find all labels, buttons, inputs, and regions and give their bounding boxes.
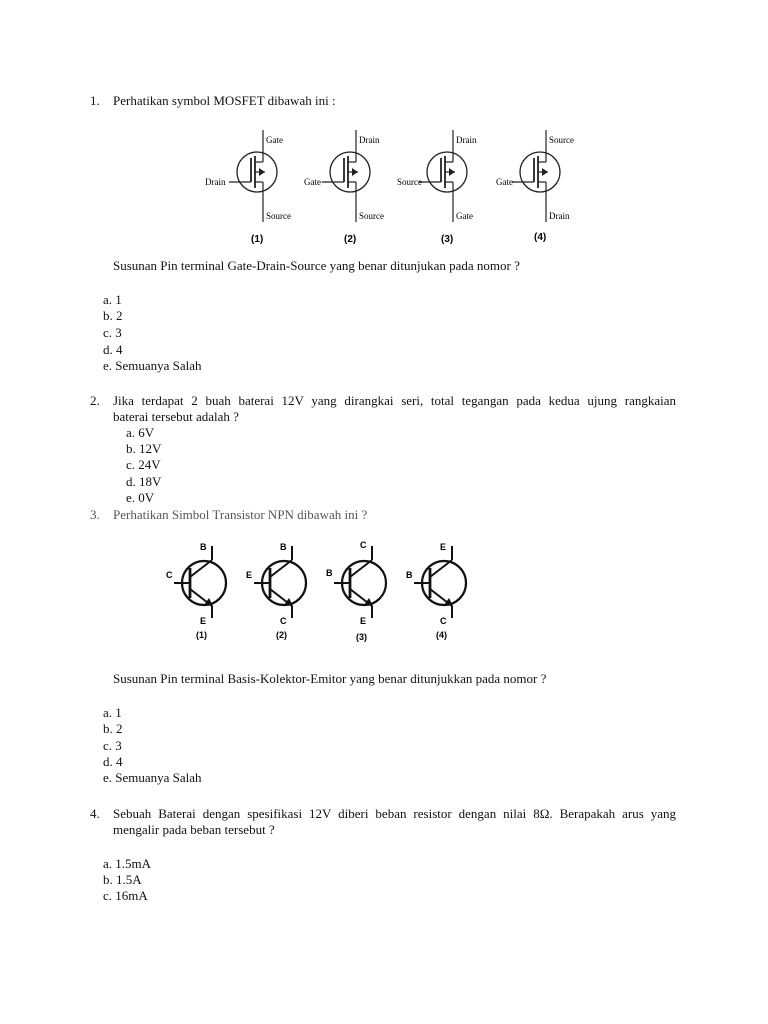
q4-text-line2: mengalir pada beban tersebut ?	[113, 822, 275, 837]
mosfet-4-left-label: Gate	[496, 177, 513, 187]
q3-option-c: c. 3	[103, 738, 122, 753]
q2-number: 2.	[90, 393, 100, 408]
transistor-4-left-label: B	[406, 570, 413, 580]
q1-option-b: b. 2	[103, 308, 123, 323]
transistor-1-bottom-label: E	[200, 616, 207, 626]
q2-option-c: c. 24V	[126, 457, 161, 472]
transistor-symbol-2	[246, 542, 306, 640]
q1-option-e: e. Semuanya Salah	[103, 358, 202, 373]
transistor-symbols-figure	[160, 538, 490, 648]
mosfet-4-bottom-label: Drain	[549, 211, 570, 221]
q3-option-d: d. 4	[103, 754, 123, 769]
q1-option-a: a. 1	[103, 292, 122, 307]
mosfet-1-top-label: Gate	[266, 135, 283, 145]
q1-option-d: d. 4	[103, 342, 123, 357]
q1-option-c: c. 3	[103, 325, 122, 340]
q3-text: Perhatikan Simbol Transistor NPN dibawah ini ?	[113, 507, 368, 522]
transistor-2-left-label: E	[246, 570, 253, 580]
mosfet-2-bottom-label: Source	[359, 211, 384, 221]
mosfet-symbol-2	[304, 130, 384, 245]
transistor-2-bottom-label: C	[280, 616, 287, 626]
mosfet-1-number: (1)	[251, 234, 264, 245]
q1-number: 1.	[90, 93, 100, 108]
transistor-symbol-3	[326, 540, 386, 642]
transistor-4-top-label: E	[440, 542, 447, 552]
q4-option-b: b. 1.5A	[103, 872, 142, 887]
mosfet-4-number: (4)	[534, 232, 547, 243]
transistor-3-top-label: C	[360, 540, 367, 550]
q1-question: Susunan Pin terminal Gate-Drain-Source yang benar ditunjukan pada nomor ?	[113, 258, 520, 273]
transistor-symbol-4	[406, 542, 466, 640]
q3-question: Susunan Pin terminal Basis-Kolektor-Emitor yang benar ditunjukkan pada nomor ?	[113, 671, 547, 686]
q3-option-b: b. 2	[103, 721, 123, 736]
mosfet-4-top-label: Source	[549, 135, 574, 145]
q2-option-a: a. 6V	[126, 425, 155, 440]
mosfet-3-number: (3)	[441, 234, 454, 245]
q3-option-e: e. Semuanya Salah	[103, 770, 202, 785]
q3-number: 3.	[90, 507, 100, 522]
transistor-1-top-label: B	[200, 542, 207, 552]
mosfet-symbol-1	[205, 130, 291, 245]
q2-text-line1: Jika terdapat 2 buah baterai 12V yang dirangkai seri, total tegangan pada kedua ujung rangkaian	[113, 393, 676, 408]
mosfet-2-top-label: Drain	[359, 135, 380, 145]
transistor-4-bottom-label: C	[440, 616, 447, 626]
q4-option-c: c. 16mA	[103, 888, 148, 903]
q2-option-d: d. 18V	[126, 474, 162, 489]
mosfet-symbol-4	[496, 130, 574, 243]
mosfet-3-top-label: Drain	[456, 135, 477, 145]
transistor-4-number: (4)	[436, 630, 447, 640]
q1-text: Perhatikan symbol MOSFET dibawah ini :	[113, 93, 336, 108]
mosfet-3-bottom-label: Gate	[456, 211, 473, 221]
transistor-2-top-label: B	[280, 542, 287, 552]
q2-option-b: b. 12V	[126, 441, 162, 456]
mosfet-3-left-label: Source	[397, 177, 422, 187]
q4-option-a: a. 1.5mA	[103, 856, 152, 871]
transistor-3-bottom-label: E	[360, 616, 367, 626]
transistor-3-number: (3)	[356, 632, 367, 642]
mosfet-2-left-label: Gate	[304, 177, 321, 187]
q4-number: 4.	[90, 806, 100, 821]
transistor-2-number: (2)	[276, 630, 287, 640]
mosfet-1-bottom-label: Source	[266, 211, 291, 221]
q4-text-line1: Sebuah Baterai dengan spesifikasi 12V diberi beban resistor dengan nilai 8Ω. Berapakah arus yang	[113, 806, 676, 821]
transistor-1-number: (1)	[196, 630, 207, 640]
q2-option-e: e. 0V	[126, 490, 155, 505]
transistor-3-left-label: B	[326, 568, 333, 578]
q3-option-a: a. 1	[103, 705, 122, 720]
mosfet-symbols-figure	[200, 130, 600, 250]
mosfet-symbol-3	[397, 130, 477, 245]
transistor-symbol-1	[166, 542, 226, 640]
transistor-1-left-label: C	[166, 570, 173, 580]
mosfet-1-left-label: Drain	[205, 177, 226, 187]
q2-text-line2: baterai tersebut adalah ?	[113, 409, 239, 424]
mosfet-2-number: (2)	[344, 234, 357, 245]
